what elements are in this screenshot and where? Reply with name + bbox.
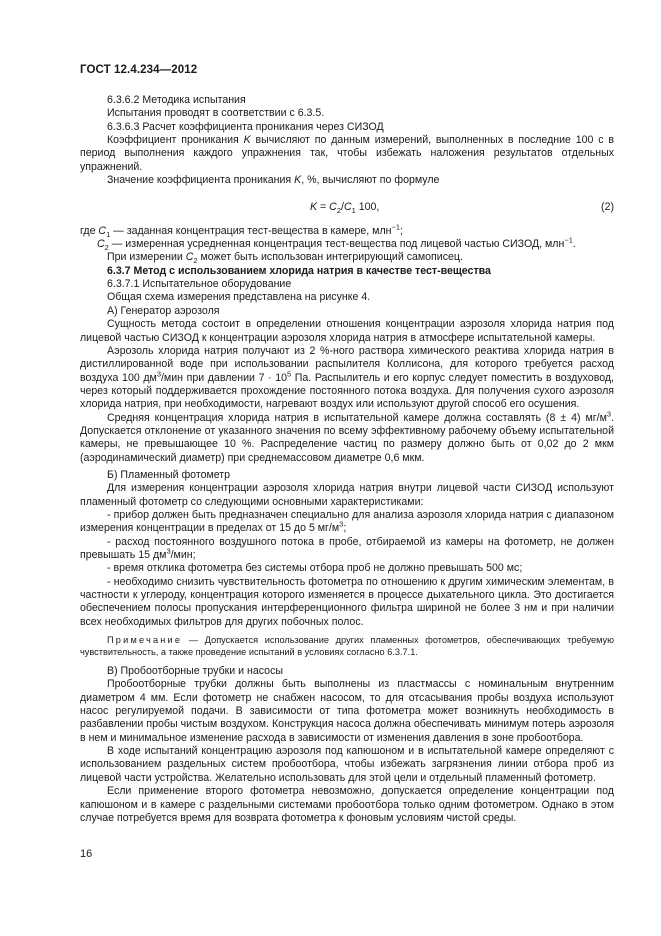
document-header: ГОСТ 12.4.234—2012 [80,64,198,76]
section-6-3-7-1-title: 6.3.7.1 Испытательное оборудование [107,278,292,291]
section-6-3-6-3-paragraph-2: Значение коэффициента проникания K, %, вычисляют по формуле [107,174,440,187]
document-body [80,94,614,825]
note-text: — Допускается использование других пламенных фотометров, обеспечивающих требуемую чувствительность, а также проведение испытаний в условиях согласно 6.3.7.1. [80,635,614,658]
subsection-c-paragraph-1: Пробоотборные трубки должны быть выполнены из пластмассы с номинальным внутренним диаметром 4 мм. Если фотометр не снабжен насосом, то для отсасывания пробы воздуха используют насос регулируемой подачи. В зависимости от типа фотометра может возникнуть необходимость в разбавлении пробы чистым воздухом. Конструкция насоса должна обеспечивать минимум потерь аэрозоля в нем и минимальное изменение расхода в зависимости от изменения давления в зоне пробоотбора. [80,678,614,744]
section-6-3-7-title: 6.3.7 Метод с использованием хлорида натрия в качестве тест-вещества [107,264,491,277]
legend-c2-note: При измерении $C_2$ может быть использован интегрирующий самописец. [107,251,463,266]
formula-number: (2) [601,201,614,214]
section-6-3-6-2-text: Испытания проводят в соответствии с 6.3.5. [107,107,325,120]
section-6-3-6-2-title: 6.3.6.2 Методика испытания [107,94,246,106]
subsection-a-paragraph-1: Сущность метода состоит в определении отношения концентрации аэрозоля хлорида натрия под лицевой частью СИЗОД к концентрации аэрозоля хлорида натрия в атмосфере испытательной камеры. [80,318,614,344]
subsection-a-paragraph-2: Аэрозоль хлорида натрия получают из 2 %-ного раствора химического реактива хлорида натрия в дистиллированной воде при использовании распылителя Коллисона, для которого требуется расход воздуха 100 $дм^3$/мин при давлении $7 \cdot 10^5$ Па. Распылитель и его корпус следует поместить в воздуховод, через который поддерживается прохождение постоянного потока воздуха. Для получения сухого аэрозоля хлорида натрия, при необходимости, нагревают воздух или используют другой способ его осушения. [80,344,614,411]
subsection-b-title: Б) Пламенный фотометр [107,468,231,481]
page-number: 16 [80,848,93,860]
subsection-c-paragraph-3: Если применение второго фотометра невозможно, допускается определение концентрации под капюшоном и в камере с раздельными системами пробоотбора только одним фотометром. Однако в этом случае потребуется время для возврата фотометра к фоновым условиям чистой среды. [80,785,614,824]
formula-2 [80,201,614,214]
section-6-3-7-1-text: Общая схема измерения представлена на рисунке 4. [107,291,371,304]
legend-c1: где $C_1$ — заданная концентрация тест-вещества в камере, млн$^{-1}$; [80,222,403,239]
note [80,634,614,658]
note-label: Примечание [107,635,183,646]
section-6-3-6-3-title: 6.3.6.3 Расчет коэффициента проникания через СИЗОД [107,120,384,133]
subsection-c-title: В) Пробоотборные трубки и насосы [107,665,283,678]
list-item: - расход постоянного воздушного потока в пробе, отбираемой из камеры на фотометр, не должен превышать 15 $дм^3$/мин; [80,535,614,561]
list-item: - необходимо снизить чувствительность фотометра по отношению к другим химическим элементам, в частности к углероду, концентрация которого изменяется в процессе дыхательного цикла. Это достигается обеспечением полосы пропускания интерференционного фильтра шириной не более 3 нм и при наличии всех необходимых фильтров для других побочных полос. [80,575,614,628]
subsection-b-paragraph-1: Для измерения концентрации аэрозоля хлорида натрия внутри лицевой части СИЗОД используют пламенный фотометр со следующими основными характеристиками: [80,482,614,508]
list-item: - прибор должен быть предназначен специально для анализа аэрозоля хлорида натрия с диапазоном измерения концентрации в пределах от 15 до 5 $мг/м^3$; [80,508,614,535]
subsection-a-paragraph-3: Средняя концентрация хлорида натрия в испытательной камере должна составлять (8 ± 4) $мг/м^3$. Допускается отклонение от указанного значения по всему эффективному рабочему объему испытательной камеры, не превышающее 10 %. Распределение частиц по размеру должно быть от 0,02 до 2 мкм (аэродинамический диаметр) при среднемассовом диаметре 0,6 мкм. [80,409,614,464]
formula-expression: $K = C_2/C_1$ 100, [310,201,380,216]
subsection-c-paragraph-2: В ходе испытаний концентрацию аэрозоля под капюшоном и в испытательной камере определяют с использованием раздельных систем пробоотбора, чтобы избежать загрязнения линии отбора проб из лицевой части устройства. Желательно использовать для этой цели и отдельный пламенный фотометр. [80,745,614,784]
subsection-a-title: А) Генератор аэрозоля [107,304,220,317]
section-6-3-6-3-paragraph-1: Коэффициент проникания K вычисляют по данным измерений, выполненных в последние 100 с в период выполнения каждого упражнения так, чтобы избежать наложения результатов отдельных упражнений. [80,134,614,173]
legend-c2: $C_2$ — измеренная усредненная концентрация тест-вещества под лицевой частью СИЗОД, млн$^{-1}$. [97,235,576,253]
list-item: - время отклика фотометра без системы отбора проб не должно превышать 500 мс; [107,562,523,575]
